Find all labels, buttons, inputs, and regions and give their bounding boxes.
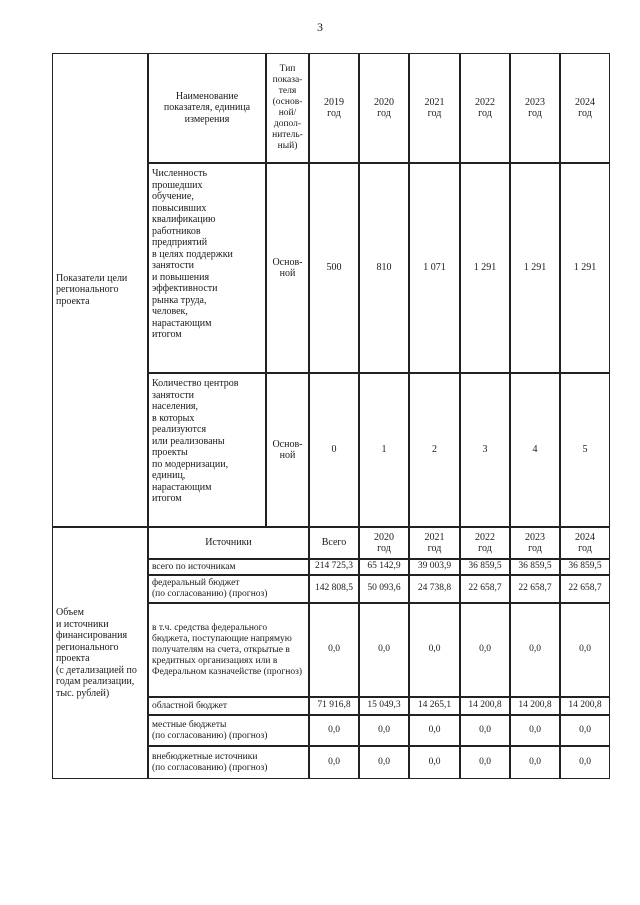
finance-source-5-text: внебюджетные источники (по согласованию) (прогноз) xyxy=(152,751,268,773)
total-header-text: Всего xyxy=(321,537,347,549)
finance-value-2-2-text: 0,0 xyxy=(428,644,441,655)
finance-value-0-5 xyxy=(560,559,610,575)
finance-value-5-1-text: 0,0 xyxy=(378,756,390,767)
finance-source-0 xyxy=(148,559,309,575)
finance-value-5-0 xyxy=(309,746,359,779)
finance-value-3-3-text: 14 200,8 xyxy=(468,700,502,711)
indicator-value-0-2-text: 1 071 xyxy=(423,262,446,274)
finance-value-5-3-text: 0,0 xyxy=(479,756,491,767)
finance-value-0-1 xyxy=(359,559,409,575)
indicator-value-0-2 xyxy=(409,163,460,373)
finance-value-1-1-text: 50 093,6 xyxy=(367,583,401,594)
indicator-value-1-1 xyxy=(359,373,409,527)
finance-value-0-4-text: 36 859,5 xyxy=(518,561,552,572)
indicator-type-0 xyxy=(266,163,309,373)
finance-value-3-2-text: 14 265,1 xyxy=(417,700,452,711)
finance-year-header-2-text: 2022 год xyxy=(475,532,495,554)
year-header-1-text: 2020 год xyxy=(374,96,394,119)
finance-value-2-5-text: 0,0 xyxy=(579,644,591,655)
indicator-name-header xyxy=(148,53,266,163)
finance-value-5-1 xyxy=(359,746,409,779)
finance-value-2-5 xyxy=(560,603,610,697)
finance-value-1-2-text: 24 738,8 xyxy=(417,583,452,594)
finance-value-0-3 xyxy=(460,559,510,575)
finance-value-2-1-text: 0,0 xyxy=(378,644,390,655)
year-header-0 xyxy=(309,53,359,163)
finance-value-4-1 xyxy=(359,715,409,746)
finance-value-1-3-text: 22 658,7 xyxy=(468,583,502,594)
indicators-label xyxy=(52,53,148,527)
finance-source-1 xyxy=(148,575,309,603)
indicator-value-0-5 xyxy=(560,163,610,373)
indicator-value-0-5-text: 1 291 xyxy=(573,262,597,274)
year-header-2-text: 2021 год xyxy=(424,96,445,119)
finance-source-0-text: всего по источникам xyxy=(152,561,236,572)
finance-value-2-1 xyxy=(359,603,409,697)
year-header-2 xyxy=(409,53,460,163)
indicator-value-1-2 xyxy=(409,373,460,527)
finance-value-2-4-text: 0,0 xyxy=(529,644,541,655)
indicator-value-1-1-text: 1 xyxy=(381,444,387,456)
finance-value-3-1 xyxy=(359,697,409,715)
finance-value-0-0 xyxy=(309,559,359,575)
finance-year-header-4-text: 2024 год xyxy=(575,532,595,554)
finance-value-3-0 xyxy=(309,697,359,715)
finance-year-header-1 xyxy=(409,527,460,559)
finance-value-2-3 xyxy=(460,603,510,697)
indicator-type-1 xyxy=(266,373,309,527)
finance-value-1-4 xyxy=(510,575,560,603)
indicator-value-0-3-text: 1 291 xyxy=(473,262,497,274)
sources-header-text: Источники xyxy=(205,537,252,549)
indicator-name-1-text: Количество центров занятости населения, в которых реализуются или реализованы проекты по модернизации, единиц, нарастающим итогом xyxy=(152,378,239,504)
finance-value-5-3 xyxy=(460,746,510,779)
finance-year-header-3 xyxy=(510,527,560,559)
finance-value-3-0-text: 71 916,8 xyxy=(317,700,351,711)
finance-value-1-1 xyxy=(359,575,409,603)
finance-source-5 xyxy=(148,746,309,779)
finance-value-3-5-text: 14 200,8 xyxy=(568,700,602,711)
finance-value-1-5 xyxy=(560,575,610,603)
indicator-value-0-3 xyxy=(460,163,510,373)
finance-value-3-5 xyxy=(560,697,610,715)
finance-year-header-3-text: 2023 год xyxy=(525,532,545,554)
indicator-value-0-4-text: 1 291 xyxy=(523,262,547,274)
finance-value-4-1-text: 0,0 xyxy=(378,724,390,735)
indicator-value-1-5-text: 5 xyxy=(582,444,588,456)
finance-year-header-2 xyxy=(460,527,510,559)
year-header-3-text: 2022 год xyxy=(475,96,495,119)
finance-value-2-3-text: 0,0 xyxy=(479,644,491,655)
year-header-5 xyxy=(560,53,610,163)
finance-value-4-0 xyxy=(309,715,359,746)
indicator-value-0-1 xyxy=(359,163,409,373)
indicator-value-1-3-text: 3 xyxy=(482,444,488,456)
finance-value-1-0-text: 142 808,5 xyxy=(315,583,353,594)
year-header-3 xyxy=(460,53,510,163)
indicator-value-1-5 xyxy=(560,373,610,527)
finance-value-4-4 xyxy=(510,715,560,746)
finance-value-4-5-text: 0,0 xyxy=(579,724,591,735)
indicator-value-1-0 xyxy=(309,373,359,527)
indicator-type-header-text: Тип показа- теля (основ- ной/ допол- нитель- ный) xyxy=(272,64,303,151)
finance-value-2-0-text: 0,0 xyxy=(328,644,340,655)
finance-value-3-4-text: 14 200,8 xyxy=(518,700,552,711)
indicator-type-1-text: Основ- ной xyxy=(272,438,303,461)
finance-value-1-2 xyxy=(409,575,460,603)
finance-year-header-0 xyxy=(359,527,409,559)
indicator-value-1-3 xyxy=(460,373,510,527)
finance-source-1-text: федеральный бюджет (по согласованию) (прогноз) xyxy=(152,578,268,599)
finance-value-1-5-text: 22 658,7 xyxy=(568,583,602,594)
indicator-name-1 xyxy=(148,373,266,527)
finance-value-3-4 xyxy=(510,697,560,715)
finance-source-3-text: областной бюджет xyxy=(152,700,228,711)
finance-source-3 xyxy=(148,697,309,715)
finance-value-1-3 xyxy=(460,575,510,603)
year-header-0-text: 2019 год xyxy=(324,96,344,119)
total-header xyxy=(309,527,359,559)
finance-value-2-2 xyxy=(409,603,460,697)
finance-value-0-2 xyxy=(409,559,460,575)
year-header-1 xyxy=(359,53,409,163)
finance-value-3-2 xyxy=(409,697,460,715)
finance-year-header-4 xyxy=(560,527,610,559)
indicator-value-0-0-text: 500 xyxy=(326,262,342,274)
indicators-label-text: Показатели цели регионального проекта xyxy=(56,272,128,307)
finance-year-header-0-text: 2020 год xyxy=(374,532,394,554)
finance-year-header-1-text: 2021 год xyxy=(424,532,445,554)
finance-value-4-2 xyxy=(409,715,460,746)
finance-value-2-4 xyxy=(510,603,560,697)
finance-value-1-4-text: 22 658,7 xyxy=(518,583,552,594)
finance-value-5-4-text: 0,0 xyxy=(529,756,541,767)
sources-header xyxy=(148,527,309,559)
indicator-type-0-text: Основ- ной xyxy=(272,256,303,279)
finance-value-5-0-text: 0,0 xyxy=(328,756,340,767)
finance-value-3-3 xyxy=(460,697,510,715)
finance-value-5-2-text: 0,0 xyxy=(428,756,441,767)
finance-value-4-3 xyxy=(460,715,510,746)
year-header-5-text: 2024 год xyxy=(575,96,595,119)
finance-value-4-5 xyxy=(560,715,610,746)
indicator-value-1-0-text: 0 xyxy=(331,444,337,456)
finance-value-5-5 xyxy=(560,746,610,779)
finance-source-2-text: в т.ч. средства федерального бюджета, поступающие напрямую получателям на счета, открытые в кредитных организациях или в Федеральном казначействе (прогноз) xyxy=(152,622,303,677)
indicator-value-1-2-text: 2 xyxy=(432,444,437,456)
indicator-value-0-0 xyxy=(309,163,359,373)
indicator-value-1-4-text: 4 xyxy=(532,444,538,456)
year-header-4 xyxy=(510,53,560,163)
indicator-value-1-4 xyxy=(510,373,560,527)
finance-source-4-text: местные бюджеты (по согласованию) (прогноз) xyxy=(152,719,268,741)
indicator-name-0 xyxy=(148,163,266,373)
indicator-name-header-text: Наименование показателя, единица измерения xyxy=(163,90,251,125)
finance-value-0-0-text: 214 725,3 xyxy=(315,561,353,572)
finance-value-0-4 xyxy=(510,559,560,575)
indicator-value-0-4 xyxy=(510,163,560,373)
finance-source-4 xyxy=(148,715,309,746)
year-header-4-text: 2023 год xyxy=(525,96,545,119)
finance-value-4-4-text: 0,0 xyxy=(529,724,541,735)
finance-source-2 xyxy=(148,603,309,697)
indicator-type-header xyxy=(266,53,309,163)
finance-value-4-2-text: 0,0 xyxy=(428,724,441,735)
page-number: 3 xyxy=(317,20,323,34)
finance-value-5-2 xyxy=(409,746,460,779)
finance-label-text: Объем и источники финансирования регионального проекта (с детализацией по годам реализации, тыс. рублей) xyxy=(56,607,137,699)
finance-value-4-3-text: 0,0 xyxy=(479,724,491,735)
finance-value-5-5-text: 0,0 xyxy=(579,756,591,767)
finance-value-0-5-text: 36 859,5 xyxy=(568,561,602,572)
finance-value-0-3-text: 36 859,5 xyxy=(468,561,502,572)
finance-value-5-4 xyxy=(510,746,560,779)
finance-value-4-0-text: 0,0 xyxy=(328,724,340,735)
finance-value-0-1-text: 65 142,9 xyxy=(367,561,401,572)
indicator-value-0-1-text: 810 xyxy=(376,262,392,274)
finance-value-1-0 xyxy=(309,575,359,603)
finance-value-0-2-text: 39 003,9 xyxy=(417,561,452,572)
finance-value-3-1-text: 15 049,3 xyxy=(367,700,401,711)
finance-value-2-0 xyxy=(309,603,359,697)
indicator-name-0-text: Численность прошедших обучение, повысивших квалификацию работников предприятий в целях поддержки занятости и повышения эффективности рынка труда, человек, нарастающим итогом xyxy=(152,168,233,340)
finance-label xyxy=(52,527,148,779)
